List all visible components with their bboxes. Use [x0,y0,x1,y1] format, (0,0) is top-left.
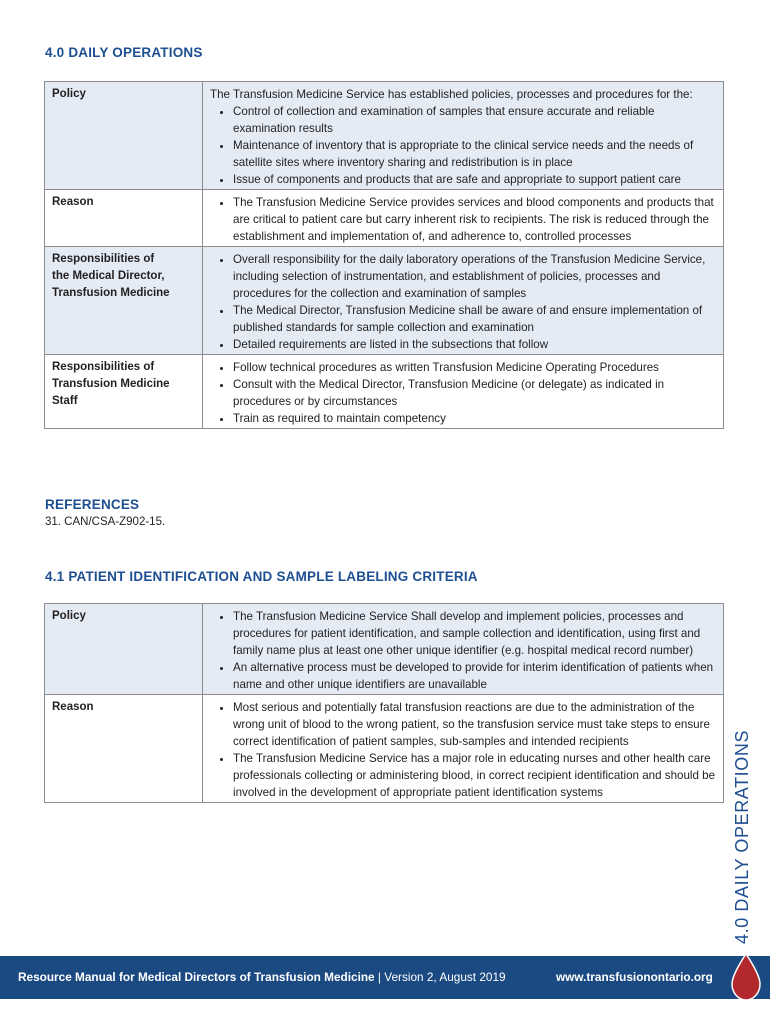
table-row-reason [45,190,724,247]
row-content-staff [203,355,724,429]
row-label-reason: Reason [45,190,203,247]
blood-drop-icon [726,952,766,1002]
bullet-item: • The Transfusion Medicine Service Shall develop and implement policies, processes and procedures for patient identification, and sample collection and identification, using first and family name plus at least one other unique identifier (e.g. hospital medical record number) [233,608,717,659]
row-content-policy [203,604,724,695]
bullet-item: • Most serious and potentially fatal transfusion reactions are due to the administration of the wrong unit of blood to the wrong patient, so the transfusion service must take steps to ensure correct identification of patient samples, sub-samples and intended recipients [233,699,717,750]
footer-separator: | [377,970,381,984]
label-line: Responsibilities of [52,253,155,265]
section-title: 4.0 DAILY OPERATIONS [45,45,203,60]
label-line: Staff [52,395,78,407]
bullet-item: • Issue of components and products that are safe and appropriate to support patient care [233,171,717,188]
footer-manual-title: Resource Manual for Medical Directors of Transfusion Medicine [18,970,375,984]
bullet-item: • Detailed requirements are listed in the subsections that follow [233,336,717,353]
row-content-policy [203,82,724,190]
row-label-staff [45,355,203,429]
row-label-policy: Policy [45,604,203,695]
label-line: Transfusion Medicine [52,378,170,390]
footer-bar [0,956,770,999]
policy-intro: The Transfusion Medicine Service has established policies, processes and procedures for the: [210,88,693,101]
bullet-item: • The Transfusion Medicine Service provides services and blood components and products that are critical to patient care but carry inherent risk to recipients. The risk is reduced through the establishment and implementation of, and adherence to, controlled processes [233,194,717,245]
section-41-title: 4.1 PATIENT IDENTIFICATION AND SAMPLE LABELING CRITERIA [45,569,478,584]
reason-bullet-list [210,194,717,245]
row-content-reason [203,190,724,247]
policy-bullet-list [210,103,717,188]
footer-manual-info [18,970,506,984]
row-label-policy: Policy [45,82,203,190]
daily-operations-table [44,81,724,429]
reason-bullet-list [210,699,717,801]
footer-website-link[interactable]: www.transfusionontario.org [556,970,713,984]
label-line: the Medical Director, [52,270,165,282]
bullet-item: • The Medical Director, Transfusion Medicine shall be aware of and ensure implementation of published standards for sample collection and examination [233,302,717,336]
label-line: Transfusion Medicine [52,287,170,299]
row-label-director [45,247,203,355]
footer-version: Version 2, August 2019 [384,970,506,984]
patient-identification-table [44,603,724,803]
bullet-item: • Consult with the Medical Director, Transfusion Medicine (or delegate) as indicated in procedures or by circumstances [233,376,717,410]
bullet-item: • Train as required to maintain competency [233,410,717,427]
table-row-policy [45,604,724,695]
table-row-staff-responsibilities [45,355,724,429]
bullet-item: • Maintenance of inventory that is appropriate to the clinical service needs and the needs of satellite sites where inventory sharing and redistribution is in place [233,137,717,171]
references-title: REFERENCES [45,497,140,512]
bullet-item: • Control of collection and examination of samples that ensure accurate and reliable examination results [233,103,717,137]
policy-bullet-list [210,608,717,693]
label-line: Responsibilities of [52,361,155,373]
bullet-item: • Follow technical procedures as written Transfusion Medicine Operating Procedures [233,359,717,376]
side-section-title: 4.0 DAILY OPERATIONS [732,729,752,944]
bullet-item: • The Transfusion Medicine Service has a major role in educating nurses and other health care professionals collecting or administering blood, in correct recipient identification and should be involved in the development of appropriate patient identification systems [233,750,717,801]
table-row-reason [45,695,724,803]
table-row-director-responsibilities [45,247,724,355]
reference-item: 31. CAN/CSA-Z902-15. [45,516,166,528]
bullet-item: • An alternative process must be developed to provide for interim identification of patients when name and other unique identifiers are unavailable [233,659,717,693]
table-row-policy [45,82,724,190]
bullet-item: • Overall responsibility for the daily laboratory operations of the Transfusion Medicine Service, including selection of instrumentation, and establishment of policies, processes and procedures for the collection and examination of samples [233,251,717,302]
row-label-reason: Reason [45,695,203,803]
director-bullet-list [210,251,717,353]
row-content-director [203,247,724,355]
footer-bottom-band [0,999,770,1024]
row-content-reason [203,695,724,803]
staff-bullet-list [210,359,717,427]
